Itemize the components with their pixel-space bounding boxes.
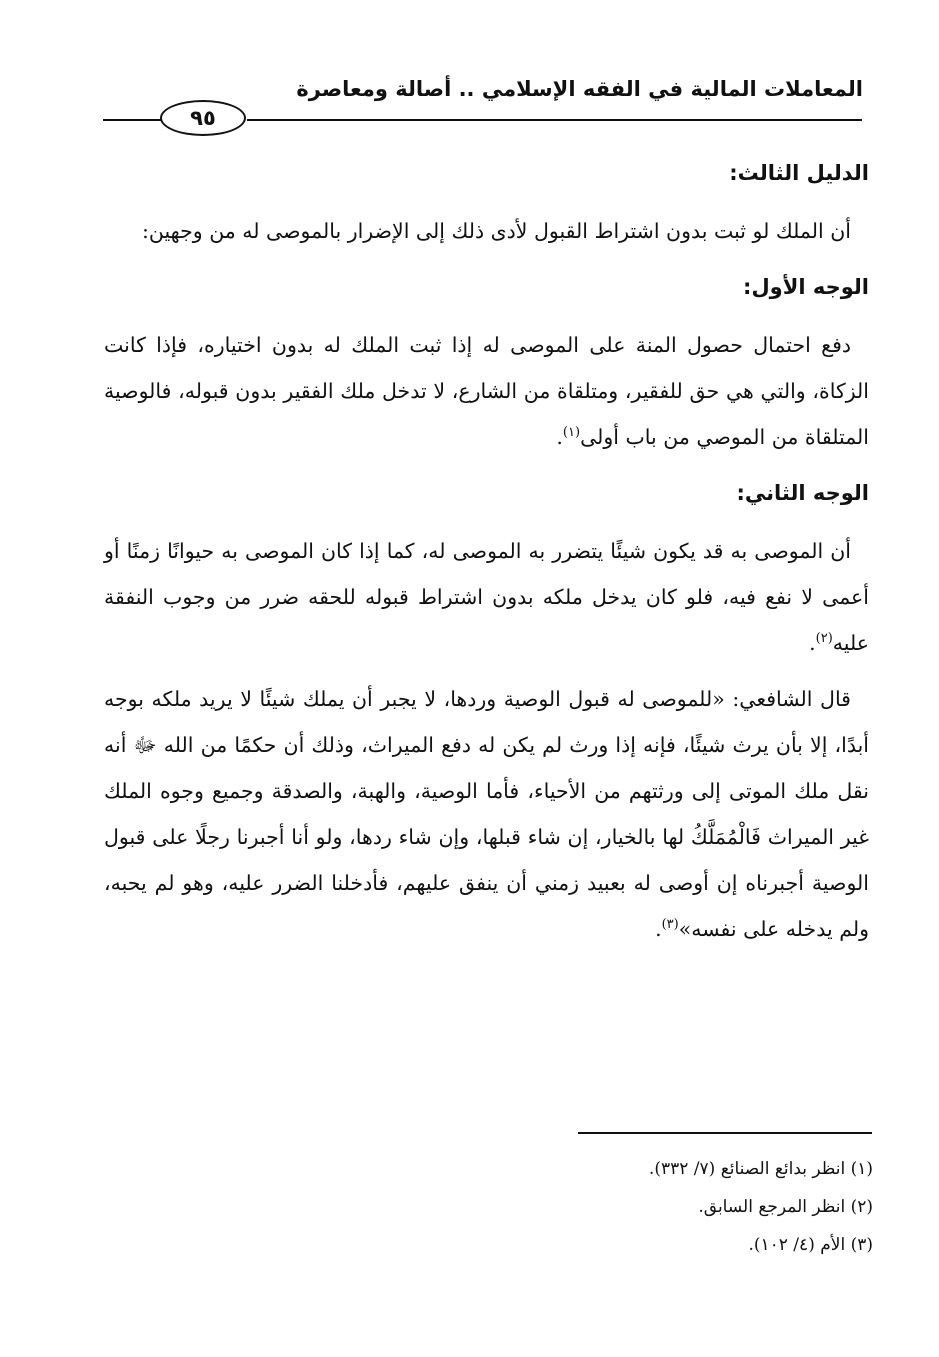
footnote-ref-2: (٢)	[815, 631, 833, 647]
header-rule-left	[103, 119, 161, 121]
footnote-ref-1: (١)	[562, 425, 581, 441]
header-rule-right	[247, 119, 862, 121]
page-number: ٩٥	[160, 100, 246, 136]
paragraph-shafii-quote-text: قال الشافعي: «للموصى له قبول الوصية وردها، لا يجبر أن يملك شيئًا لا يريد ملكه بوجه أبدًا، إلا بأن يرث شيئًا، فإنه إذا ورث لم يكن له دفع الميراث، وذلك أن حكمًا من الله ﷻ أنه نقل ملك الموتى إلى ورثتهم من الأحياء، فأما الوصية، والهبة، والصدقة وجميع وجوه الملك غير الميراث فَالْمُمَلَّكُ لها بالخيار، إن شاء قبلها، وإن شاء ردها، ولو أنا أجبرنا رجلًا على قبول الوصية أجبرناه إن أوصى له بعبيد زمني أن ينفق عليهم، فأدخلنا الضرر عليه، وهو لم يحبه، ولم يدخله على نفسه»	[104, 687, 869, 941]
heading-third-evidence: الدليل الثالث:	[729, 161, 869, 185]
paragraph-shafii-quote-end: .	[655, 917, 662, 941]
heading-second-aspect: الوجه الثاني:	[736, 481, 869, 505]
footnote-ref-3: (٣)	[661, 917, 679, 933]
footnote-separator	[578, 1132, 872, 1134]
footnotes	[393, 1150, 873, 1264]
heading-first-aspect: الوجه الأول:	[743, 275, 869, 299]
paragraph-second-aspect	[104, 528, 869, 666]
running-header: المعاملات المالية في الفقه الإسلامي .. أصالة ومعاصرة	[296, 77, 863, 101]
paragraph-first-aspect-end: .	[556, 425, 563, 449]
paragraph-third-evidence: أن الملك لو ثبت بدون اشتراط القبول لأدى ذلك إلى الإضرار بالموصى له من وجهين:	[141, 219, 851, 243]
paragraph-first-aspect-text: دفع احتمال حصول المنة على الموصى له إذا ثبت الملك له بدون اختياره، فإذا كانت الزكاة، والتي هي حق للفقير، ومتلقاة من الشارع، لا تدخل ملك الفقير بدون قبوله، فالوصية المتلقاة من الموصي من باب أولى	[104, 333, 869, 449]
paragraph-second-aspect-end: .	[809, 631, 816, 655]
body-text	[104, 150, 869, 962]
footnote-2: (٢) انظر المرجع السابق.	[698, 1197, 873, 1217]
paragraph-shafii-quote	[104, 676, 869, 952]
paragraph-first-aspect	[104, 322, 869, 460]
footnote-3: (٣) الأم (٤/ ١٠٢).	[748, 1235, 873, 1255]
footnote-1: (١) انظر بدائع الصنائع (٧/ ٣٣٢).	[648, 1159, 873, 1179]
paragraph-second-aspect-text: أن الموصى به قد يكون شيئًا يتضرر به الموصى له، كما إذا كان الموصى به حيوانًا زمنًا أو أعمى لا نفع فيه، فلو كان يدخل ملكه بدون اشتراط قبوله للحقه ضرر من وجوب النفقة عليه	[104, 539, 869, 655]
